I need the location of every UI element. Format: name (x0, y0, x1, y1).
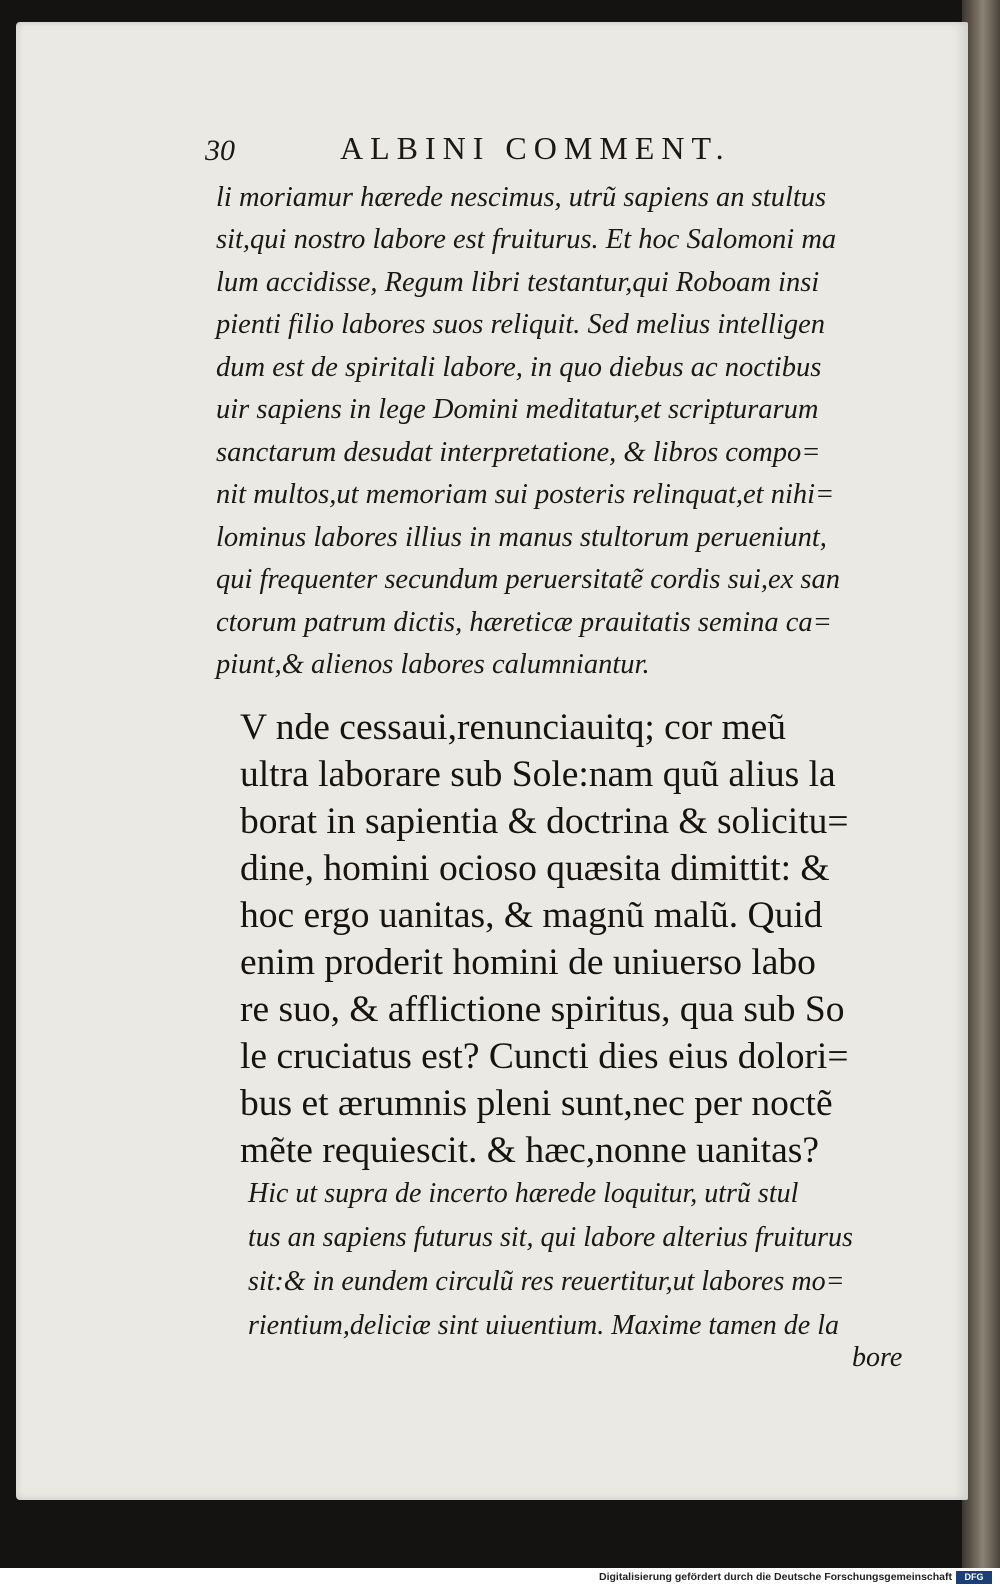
commentary-line: qui frequenter secundum peruersitatẽ cordis sui,ex san (216, 564, 840, 595)
commentary-line: li moriamur hærede nescimus, utrũ sapiens an stultus (216, 182, 827, 213)
commentary-line: sit,qui nostro labore est fruiturus. Et hoc Salomoni ma (216, 224, 837, 255)
page-number: 30 (205, 134, 235, 167)
commentary-line: pienti filio labores suos reliquit. Sed melius intelligen (216, 309, 826, 340)
scripture-line: ultra laborare sub Sole:nam quũ alius la (240, 754, 836, 795)
commentary-line: sanctarum desudat interpretatione, & libros compo= (216, 437, 821, 468)
scripture-line: dine, homini ocioso quæsita dimittit: & (240, 848, 830, 889)
commentary-line: piunt,& alienos labores calumniantur. (216, 649, 650, 680)
scripture-line: V nde cessaui,renunciauitq; cor meũ (240, 707, 787, 748)
funding-credit: Digitalisierung gefördert durch die Deutsche Forschungsgemeinschaft (599, 1571, 952, 1583)
running-title: ALBINI COMMENT. (340, 130, 731, 166)
scripture-line: bus et ærumnis pleni sunt,nec per noctẽ (240, 1083, 833, 1124)
commentary-line: ctorum patrum dictis, hæreticæ prauitatis semina ca= (216, 607, 832, 638)
page-header (205, 128, 785, 172)
scripture-line: borat in sapientia & doctrina & solicitu= (240, 801, 849, 842)
scripture-line: le cruciatus est? Cuncti dies eius dolori= (240, 1036, 849, 1077)
commentary-line: lominus labores illius in manus stultorum perueniunt, (216, 522, 827, 553)
catchword: bore (852, 1342, 903, 1373)
scripture-line: mẽte requiescit. & hæc,nonne uanitas? (240, 1130, 819, 1171)
commentary-line: dum est de spiritali labore, in quo diebus ac noctibus (216, 352, 822, 383)
commentary-line: tus an sapiens futurus sit, qui labore alterius fruiturus (248, 1222, 853, 1253)
commentary-line: lum accidisse, Regum libri testantur,qui Roboam insi (216, 267, 820, 298)
scripture-line: hoc ergo uanitas, & magnũ malũ. Quid (240, 895, 823, 936)
commentary-line: rientium,deliciæ sint uiuentium. Maxime tamen de la (248, 1310, 840, 1341)
commentary-line: uir sapiens in lege Domini meditatur,et scripturarum (216, 394, 819, 425)
commentary-line: Hic ut supra de incerto hærede loquitur, utrũ stul (248, 1178, 799, 1209)
commentary-line: sit:& in eundem circulũ res reuertitur,ut labores mo= (248, 1266, 845, 1297)
commentary-line: nit multos,ut memoriam sui posteris relinquat,et nihi= (216, 479, 835, 510)
dfg-logo: DFG (956, 1571, 992, 1584)
scripture-line: enim proderit homini de uniuerso labo (240, 942, 816, 983)
scripture-line: re suo, & afflictione spiritus, qua sub So (240, 989, 845, 1030)
digitization-footer (0, 1568, 1000, 1587)
